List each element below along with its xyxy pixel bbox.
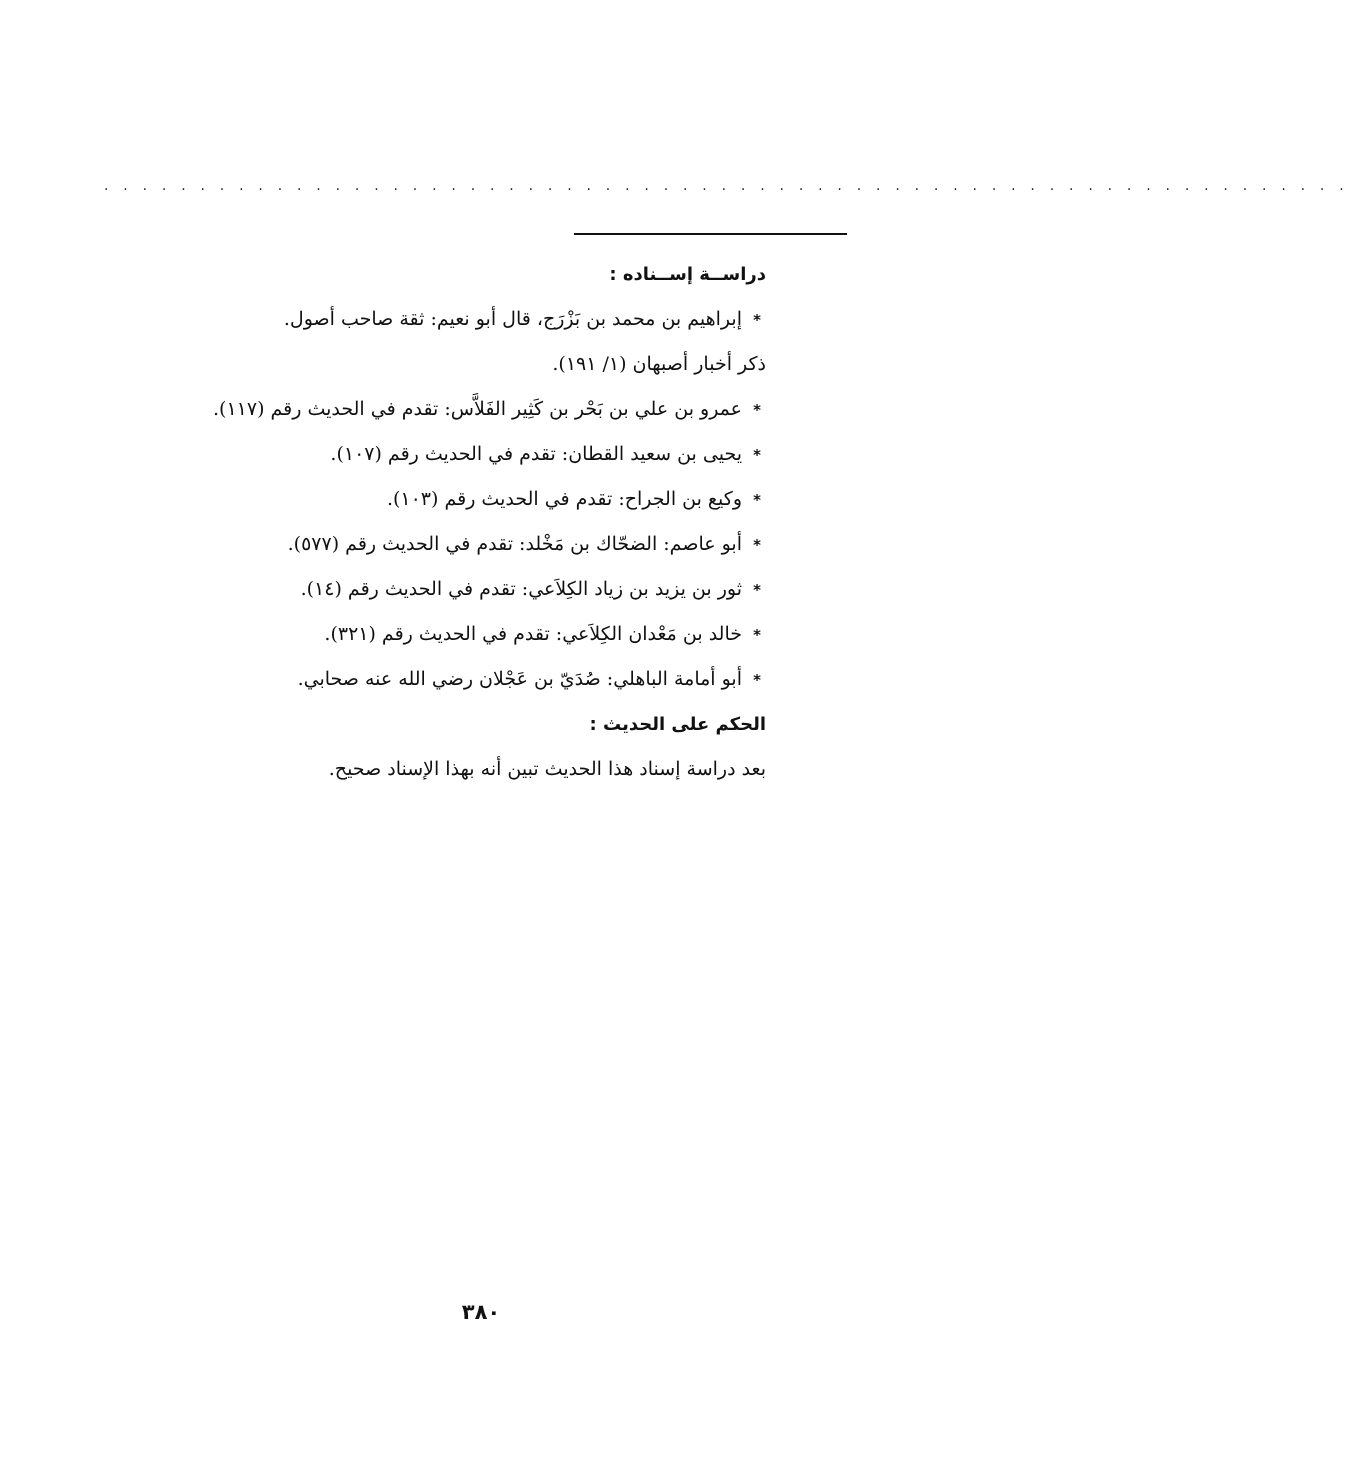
narrator-text: أبو عاصم: الضحّاك بن مَخْلد: تقدم في الحديث رقم (٥٧٧).: [287, 533, 742, 555]
narrator-text: عمرو بن علي بن بَحْر بن كَثِير الفَلاَّس: تقدم في الحديث رقم (١١٧).: [212, 398, 742, 420]
ruling-text: بعد دراسة إسناد هذا الحديث تبين أنه بهذا الإسناد صحيح.: [328, 758, 766, 780]
bullet-star-icon: *: [753, 311, 761, 329]
narrator-line: [126, 477, 766, 522]
section-rule: [574, 233, 847, 235]
bullet-star-icon: *: [753, 491, 761, 509]
bullet-star-icon: *: [753, 581, 761, 599]
bullet-star-icon: *: [753, 446, 761, 464]
narrator-line: [126, 567, 766, 612]
narrator-text: ثور بن يزيد بن زياد الكِلاَعي: تقدم في الحديث رقم (١٤).: [300, 578, 742, 600]
narrator-text: يحيى بن سعيد القطان: تقدم في الحديث رقم (١٠٧).: [330, 443, 742, 465]
bullet-star-icon: *: [753, 536, 761, 554]
ruling-heading: الحكم على الحديث :: [589, 714, 766, 735]
narrator-text: وكيع بن الجراح: تقدم في الحديث رقم (١٠٣).: [386, 488, 742, 510]
narrator-text: إبراهيم بن محمد بن بَزْرَج، قال أبو نعيم: ثقة صاحب أصول.: [283, 308, 742, 330]
narrator-text: خالد بن مَعْدان الكِلاَعي: تقدم في الحديث رقم (٣٢١).: [324, 623, 742, 645]
narrator-line: [126, 297, 766, 342]
page-body: [126, 252, 766, 792]
isnad-heading: دراســة إســناده :: [609, 264, 766, 285]
page-number: ٣٨٠: [461, 1300, 501, 1324]
narrator-text: أبو أمامة الباهلي: صُدَيّ بن عَجْلان رضي الله عنه صحابي.: [297, 668, 742, 690]
dotted-separator: . . . . . . . . . . . . . . . . . . . . . . . . . . . . . . . . . . . . . . . . . . . . . . . . . . . . . . . . . . . . . . . . .: [104, 178, 1349, 194]
narrator-line: [126, 612, 766, 657]
bullet-star-icon: *: [753, 671, 761, 689]
narrator-line: [126, 522, 766, 567]
narrator-line: [126, 432, 766, 477]
narrator-line: [126, 657, 766, 702]
bullet-star-icon: *: [753, 401, 761, 419]
reference-line: ذكر أخبار أصبهان (١/ ١٩١).: [552, 353, 766, 375]
narrator-line: [126, 387, 766, 432]
bullet-star-icon: *: [753, 626, 761, 644]
